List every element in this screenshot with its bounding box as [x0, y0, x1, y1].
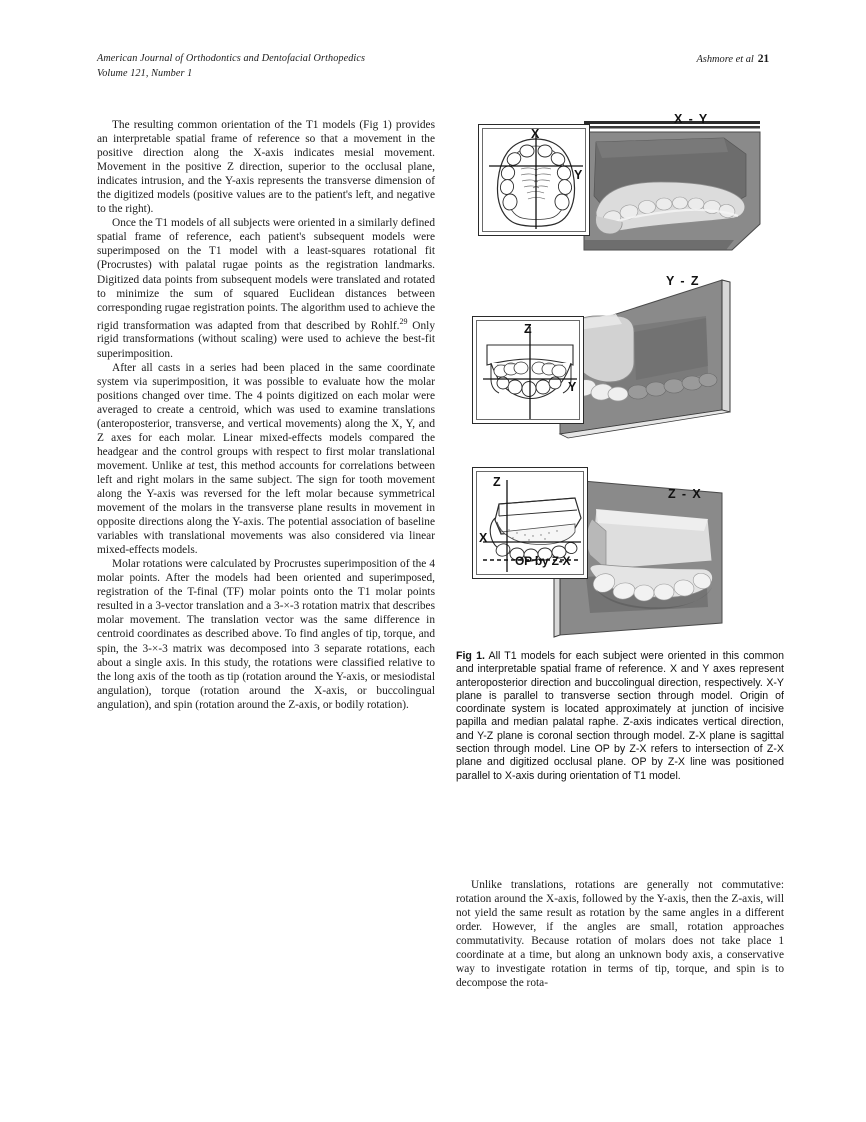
paragraph-text: Once the T1 models of all subjects were oriented in a similarly defined spatial frame of reference, each patient's subsequent models were superimposed on the T1 model with a least-squares rotational fit (Procrustes) with palatal rugae points as the registration landmarks. Digitized data points from subsequent models were translated and rotated to minimize the sum of squared Euclidean distances between corresponding rugae registration points. The algorithm used to achieve the rigid transformation was adapted from that described by Rohlf. — [97, 217, 435, 332]
xy-occlusal-linedrawing — [483, 129, 586, 232]
zx-inset-axis-x: X — [479, 531, 488, 545]
yz-inset-axis-z: Z — [524, 322, 532, 336]
paragraph — [97, 557, 435, 712]
xy-inset-inner — [482, 128, 586, 232]
paragraph — [97, 216, 435, 360]
paragraph-text: After all casts in a series had been placed in the same coordinate system via superimposition, it was possible to evaluate how the molar positions changed over time. The 4 points digitized on each molar were averaged to create a centroid, which was used to examine translations (anteroposterior, transverse, and vertical movements) along the X, Y, and Z axes for each molar. Linear mixed-effects models compared the headgear and the control groups with respect to first molar translational movement. Unlike a — [97, 361, 435, 472]
figure-caption-text: All T1 models for each subject were oriented in this common and interpretable spatial frame of reference. X and Y axes represent anteroposterior direction and buccolingual direction, respectively. X-Y plane is parallel to transverse section through model. Origin of coordinate system is located approximately at junction of incisive papilla and median palatal raphe. Z-axis indicates vertical direction, and Y-Z plane is coronal section through model. Z-X plane is sagittal section through model. Line OP by Z-X refers to intersection of Z-X plane and digitized occlusal plane. OP by Z-X line was positioned parallel to X-axis during orientation of T1 model. — [456, 650, 785, 782]
journal-title: American Journal of Orthodontics and Dentofacial Orthopedics — [97, 53, 366, 64]
paragraph-text-tail: test, this method accounts for correlations between left and right molars in the same subject. The sign for tooth movement along the Y-axis was reversed for the left molar because symmetrical movement of the molars in the transverse plane results in movement in opposite directions along the Y-axis. The potential association of baseline variables with translational movements was also considered via linear mixed-effects models. — [97, 459, 435, 557]
paragraph-text: Unlike translations, rotations are generally not commutative: rotation around the X-axis, followed by the Y-axis, then the Z-axis, will not yield the same result as rotation by the same angles in a different order. However, if the angles are small, rotation approaches commutativity. Because rotation of molars does not take place 1 coordinate at a time, but along an unknown body axis, a conservative way to investigate rotation in terms of tip, torque, and spin is to decompose the rota- — [456, 879, 784, 990]
left-column — [97, 118, 435, 712]
italic-t: t — [191, 459, 195, 472]
yz-inset-axis-y: Y — [568, 380, 577, 394]
reference-superscript: 29 — [399, 316, 408, 326]
xy-inset-box — [478, 124, 590, 236]
zx-inset-box — [472, 467, 588, 579]
zx-inset-axis-z: Z — [493, 475, 501, 489]
journal-title-block — [97, 52, 365, 81]
running-head-right — [696, 52, 769, 68]
running-head — [97, 52, 769, 86]
paragraph-text: The resulting common orientation of the T1 models (Fig 1) provides an interpretable spatial frame of reference so that a movement in the positive direction along the X-axis indicates mesial movement. Movement in the positive Z direction, superior to the occlusal plane, indicates intrusion, and the Y-axis represents the transverse dimension of the digitized models (positive values are to the patient's left, and negative to the right). — [97, 119, 435, 216]
plane-label-yz: Y - Z — [666, 274, 700, 288]
paragraph — [97, 361, 435, 558]
authors-shorttitle: Ashmore et al — [696, 54, 754, 65]
figure-caption-label: Fig 1. — [456, 650, 485, 662]
right-column — [456, 878, 784, 990]
paragraph — [97, 118, 435, 216]
xy-inset-axis-x: X — [531, 127, 540, 141]
figure-1 — [456, 112, 786, 642]
figure-caption — [456, 650, 784, 783]
paragraph-text-tail: Only rigid transformations (without scaling) were used to achieve the best-fit superimposition. — [97, 319, 435, 360]
page-number: 21 — [757, 52, 769, 65]
figure-panel-xy — [456, 112, 786, 264]
xy-inset-axis-y: Y — [574, 168, 583, 182]
plane-label-xy: X - Y — [674, 112, 709, 126]
op-by-zx-label: OP by Z-X — [515, 554, 571, 568]
paragraph — [456, 878, 784, 990]
paragraph-text: Molar rotations were calculated by Procrustes superimposition of the 4 molar points. After the models had been oriented and superimposed, registration of the T-final (TF) molar points onto the T1 molar points resulted in a 3-vector translation and a 3-×-3 rotation matrix that describes molar movement. The translation vector was the same difference in centroid coordinates as described above. To find angles of tip, torque, and spin, the 3-×-3 matrix was decomposed into 3 separate rotations, each about a single axis. In this study, the rotations were classified relative to the long axis of the tooth as tip (rotation around the Y-axis, or mesiodistal angulation), torque (rotation around the X-axis, or buccolingual angulation), and spin (rotation around the Z-axis, or bodily rotation). — [97, 558, 435, 711]
figure-panel-yz — [456, 270, 786, 450]
yz-inset-box — [472, 316, 584, 424]
figure-panel-zx — [456, 457, 786, 647]
plane-label-zx: Z - X — [668, 487, 703, 501]
journal-volume: Volume 121, Number 1 — [97, 67, 193, 79]
